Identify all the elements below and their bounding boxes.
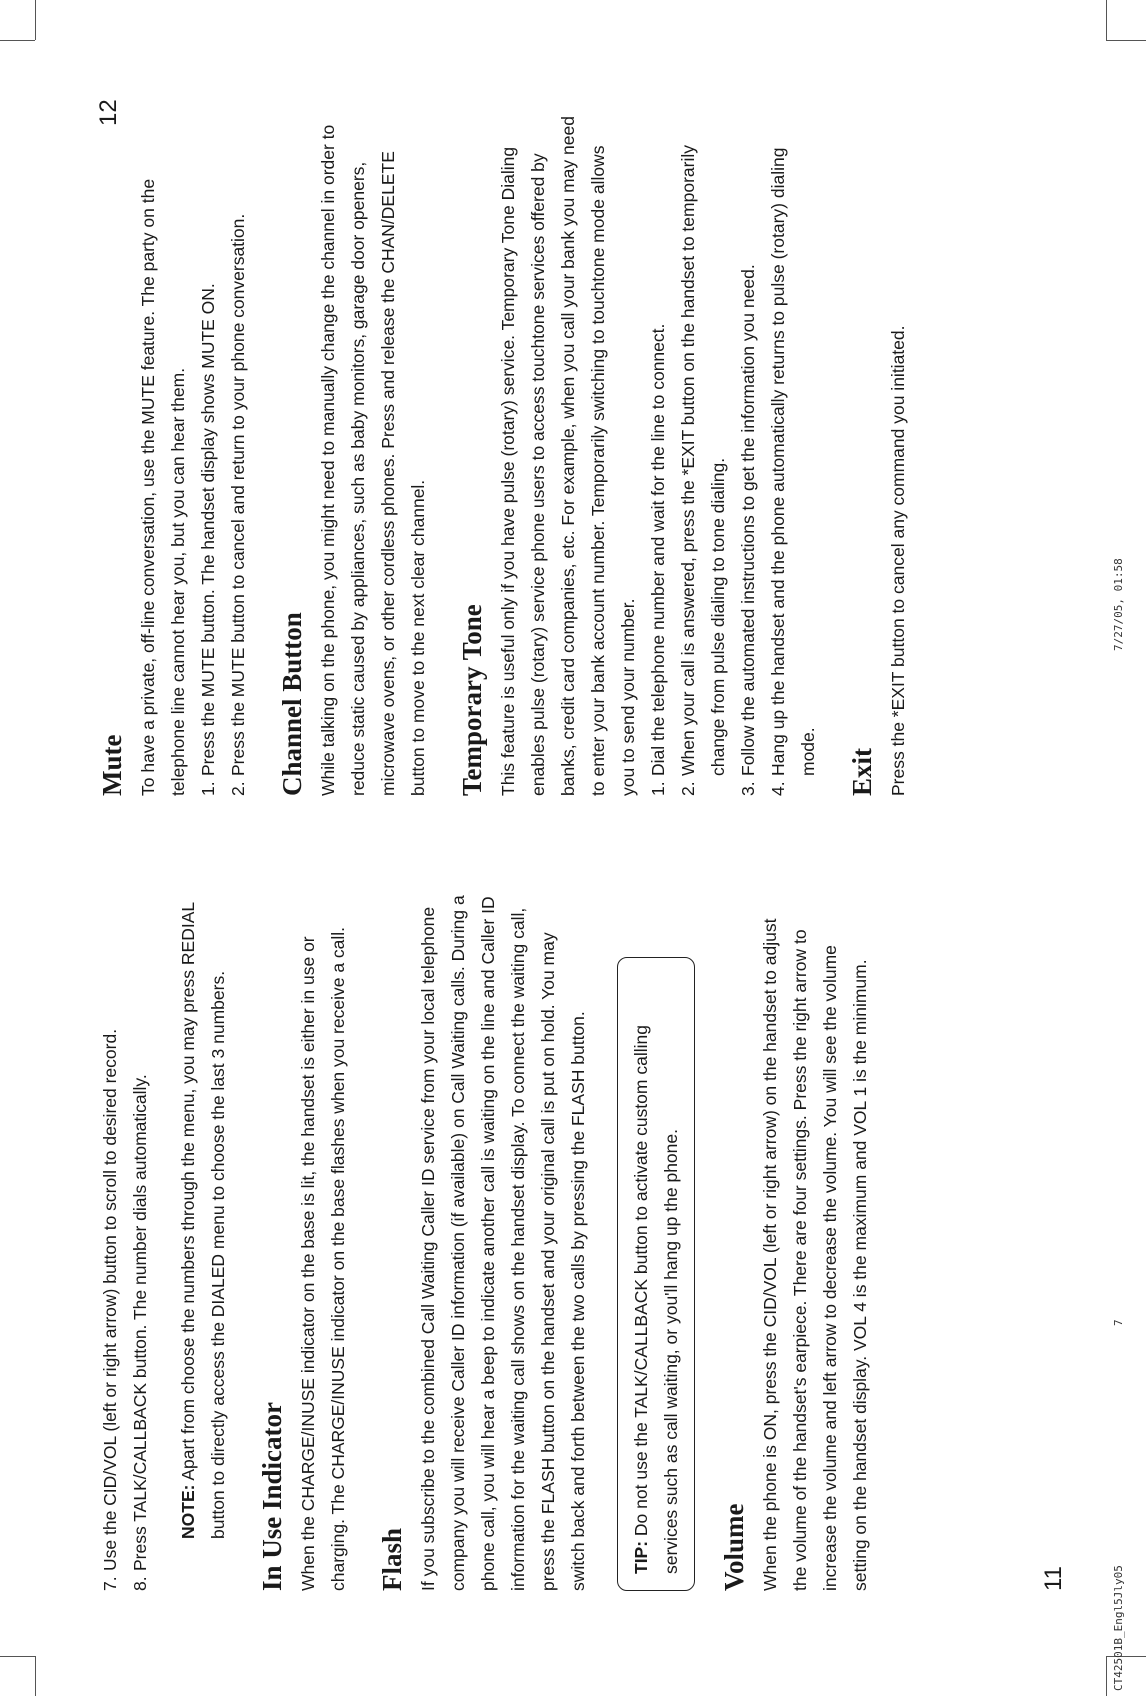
print-timestamp: 7/27/05, 01:58 xyxy=(1112,558,1125,651)
heading-flash: Flash xyxy=(377,1527,407,1591)
list-text: Dial the telephone number and wait for the line to connect. xyxy=(648,323,668,776)
page-number-left: 11 xyxy=(1040,1566,1067,1591)
heading-exit: Exit xyxy=(847,747,877,796)
paragraph-channel: While talking on the phone, you might need to manually change the channel in order to reduce static caused by appliances, such as baby monitors, garage door openers, microwave ovens, or other cordless phones. Press and release the CHAN/DELETE button to move to the next clear channel. xyxy=(318,124,428,796)
paragraph-flash: If you subscribe to the combined Call Waiting Caller ID service from your local telephone company you will receive Caller ID information (if available) on Call Waiting calls. During a phone call, you will hear a beep to indicate another call is waiting on the line and Caller ID information for the waiting call shows on the handset display. To connect the waiting call, press the FLASH button on the handset and your original call is put on hold. You may switch back and forth between the two calls by pressing the FLASH button. xyxy=(418,895,588,1591)
paragraph-temporary-tone: This feature is useful only if you have pulse (rotary) service. Temporary Tone Dialing enables pulse (rotary) service phone users to access touchtone services offered by banks, credit card companies, etc. For example, when you call your bank you may need to enter your bank account number. Temporarily switching to touchtone mode allows you to send your number. xyxy=(498,116,638,796)
list-number: 2. xyxy=(228,781,248,796)
list-number: 7. xyxy=(100,1576,120,1591)
paragraph-exit: Press the *EXIT button to cancel any command you initiated. xyxy=(888,325,908,796)
heading-in-use-indicator: In Use Indicator xyxy=(257,1401,287,1591)
file-code: CT42501B_Engl5Jly05 xyxy=(1112,1565,1125,1691)
sheet-number: 7 xyxy=(1112,1319,1125,1326)
paragraph-in-use: When the CHARGE/INUSE indicator on the base is lit, the handset is either in use or charging. The CHARGE/INUSE indicator on the base flashes when you receive a call. xyxy=(298,926,348,1591)
page-number-right: 12 xyxy=(95,99,122,126)
list-item xyxy=(643,116,673,796)
list-text: Press the MUTE button. The handset display shows MUTE ON. xyxy=(198,283,218,776)
page-11 xyxy=(95,891,875,1591)
list-item xyxy=(763,116,823,796)
list-text: Follow the automated instructions to get the information you need. xyxy=(738,264,758,776)
list-text: Press TALK/CALLBACK button. The number dials automatically. xyxy=(130,1074,150,1571)
list-item xyxy=(193,116,223,796)
list-number: 1. xyxy=(198,781,218,796)
list-number: 8. xyxy=(130,1576,150,1591)
heading-volume: Volume xyxy=(719,1503,749,1591)
list-item xyxy=(125,891,155,1591)
page-12 xyxy=(95,116,913,796)
list-item xyxy=(673,116,733,796)
tip-text: Do not use the TALK/CALLBACK button to activate custom calling services such as call waiting, or you'll hang up the phone. xyxy=(631,1025,681,1574)
list-number: 2. xyxy=(678,781,698,796)
list-text: Hang up the handset and the phone automatically returns to pulse (rotary) dialing mode. xyxy=(768,147,818,776)
list-text: When your call is answered, press the *EXIT button on the handset to temporarily change from pulse dialing to tone dialing. xyxy=(678,145,728,776)
heading-temporary-tone: Temporary Tone xyxy=(457,604,487,796)
heading-mute: Mute xyxy=(97,734,127,796)
paragraph-volume: When the phone is ON, press the CID/VOL (left or right arrow) on the handset to adjust the volume of the handset's earpiece. There are four settings. Press the right arrow to increase the volume and left arrow to decrease the volume. You will see the volume setting on the handset display. VOL 4 is the maximum and VOL 1 is the minimum. xyxy=(760,918,870,1591)
list-number: 1. xyxy=(648,781,668,796)
list-text: Press the MUTE button to cancel and return to your phone conversation. xyxy=(228,213,248,776)
note xyxy=(173,891,233,1539)
tip-box xyxy=(617,957,695,1591)
list-number: 4. xyxy=(768,781,788,796)
note-label: NOTE: xyxy=(178,1484,198,1539)
note-text: Apart from choose the numbers through the menu, you may press REDIAL button to directly access the DIALED menu to choose the last 3 numbers. xyxy=(178,902,228,1539)
list-item xyxy=(223,116,253,796)
heading-channel-button: Channel Button xyxy=(277,612,307,796)
list-text: Use the CID/VOL (left or right arrow) button to scroll to desired record. xyxy=(100,1028,120,1571)
list-item xyxy=(733,116,763,796)
tip-label: TIP: xyxy=(631,1540,651,1574)
list-item xyxy=(95,891,125,1591)
paragraph-mute: To have a private, off-line conversation, use the MUTE feature. The party on the telephone line cannot hear you, but you can hear them. xyxy=(138,178,188,796)
list-number: 3. xyxy=(738,781,758,796)
